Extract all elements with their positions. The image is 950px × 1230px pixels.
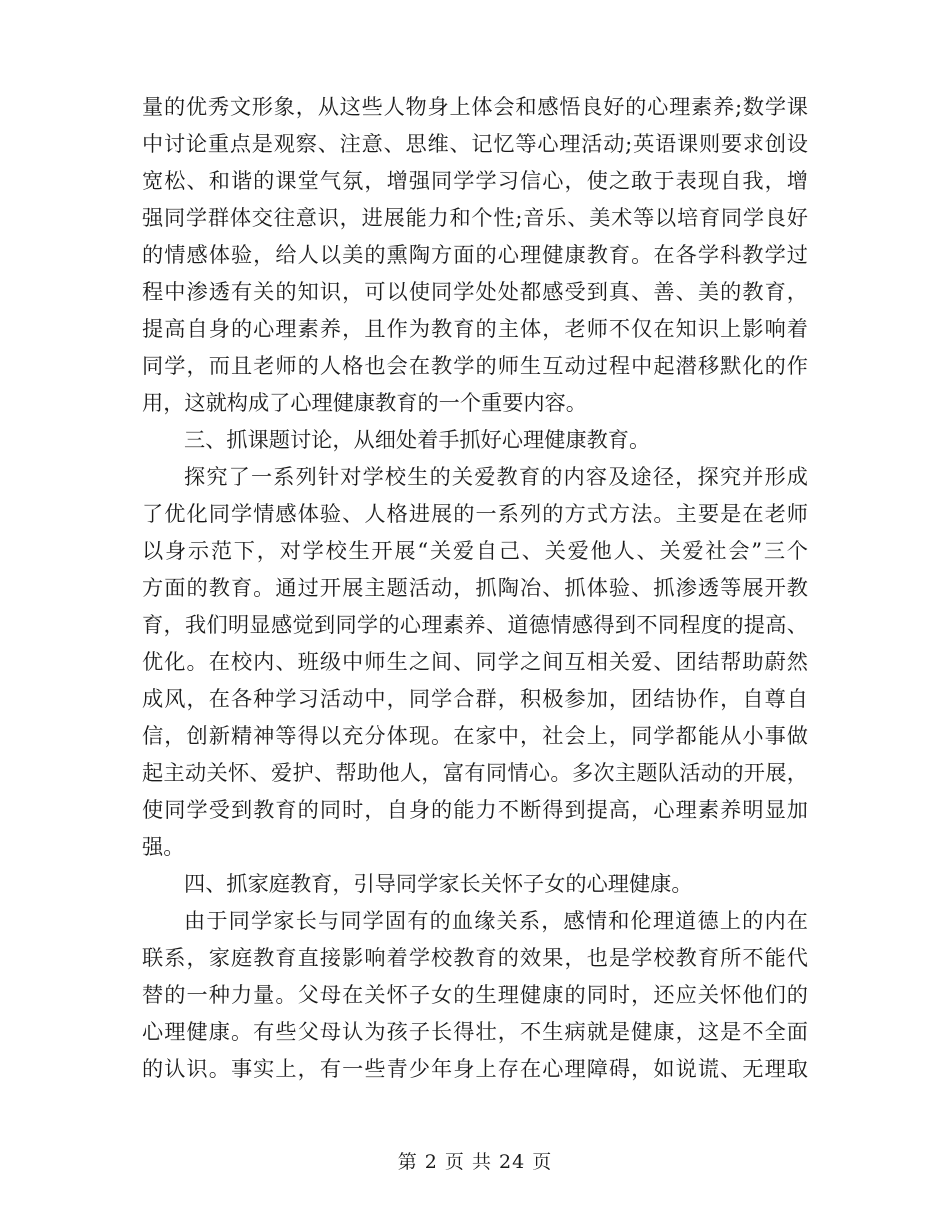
text-line: 使同学受到教育的同时，自身的能力不断得到提高，心理素养明显加 <box>142 797 810 822</box>
text-line: 探究了一系列针对学校生的关爱教育的内容及途径，探究并形成 <box>184 464 810 489</box>
text-line: 心理健康。有些父母认为孩子长得壮，不生病就是健康，这是不全面 <box>142 1019 810 1044</box>
text-line: 育，我们明显感觉到同学的心理素养、道德情感得到不同程度的提高、 <box>142 612 809 637</box>
text-line: 量的优秀文形象，从这些人物身上体会和感悟良好的心理素养;数学课 <box>142 94 809 119</box>
text-line: 用，这就构成了心理健康教育的一个重要内容。 <box>142 390 587 415</box>
text-line: 宽松、和谐的课堂气氛，增强同学学习信心，使之敢于表现自我，增 <box>142 168 810 193</box>
text-line: 联系，家庭教育直接影响着学校教育的效果，也是学校教育所不能代 <box>142 945 810 970</box>
text-line: 成风，在各种学习活动中，同学合群，积极参加，团结协作，自尊自 <box>142 686 810 711</box>
text-line: 替的一种力量。父母在关怀子女的生理健康的同时，还应关怀他们的 <box>142 982 810 1007</box>
text-line: 同学，而且老师的人格也会在教学的师生互动过程中起潜移默化的作 <box>142 353 810 378</box>
text-line: 三、抓课题讨论，从细处着手抓好心理健康教育。 <box>184 427 651 452</box>
text-line: 程中渗透有关的知识，可以使同学处处都感受到真、善、美的教育， <box>142 279 810 304</box>
text-line: 以身示范下，对学校生开展“关爱自己、关爱他人、关爱社会”三个 <box>142 538 810 563</box>
text-line: 强。 <box>142 834 185 859</box>
text-line: 方面的教育。通过开展主题活动，抓陶冶、抓体验、抓渗透等展开教 <box>142 575 810 600</box>
text-line: 的情感体验，给人以美的熏陶方面的心理健康教育。在各学科教学过 <box>142 242 810 267</box>
text-line: 信，创新精神等得以充分体现。在家中，社会上，同学都能从小事做 <box>142 723 810 748</box>
text-line: 强同学群体交往意识，进展能力和个性;音乐、美术等以培育同学良好 <box>142 205 809 230</box>
text-line: 提高自身的心理素养，且作为教育的主体，老师不仅在知识上影响着 <box>142 316 810 341</box>
text-line: 中讨论重点是观察、注意、思维、记忆等心理活动;英语课则要求创设 <box>142 131 809 156</box>
document-body <box>142 88 808 1087</box>
text-line: 了优化同学情感体验、人格进展的一系列的方式方法。主要是在老师 <box>142 501 810 526</box>
page-footer: 第 2 页 共 24 页 <box>397 1151 553 1173</box>
text-line: 的认识。事实上，有一些青少年身上存在心理障碍，如说谎、无理取 <box>142 1056 810 1081</box>
text-line: 优化。在校内、班级中师生之间、同学之间互相关爱、团结帮助蔚然 <box>142 649 810 674</box>
text-line: 起主动关怀、爱护、帮助他人，富有同情心。多次主题队活动的开展， <box>142 760 809 785</box>
text-line: 四、抓家庭教育，引导同学家长关怀子女的心理健康。 <box>184 871 693 896</box>
text-line: 由于同学家长与同学固有的血缘关系，感情和伦理道德上的内在 <box>184 908 810 933</box>
